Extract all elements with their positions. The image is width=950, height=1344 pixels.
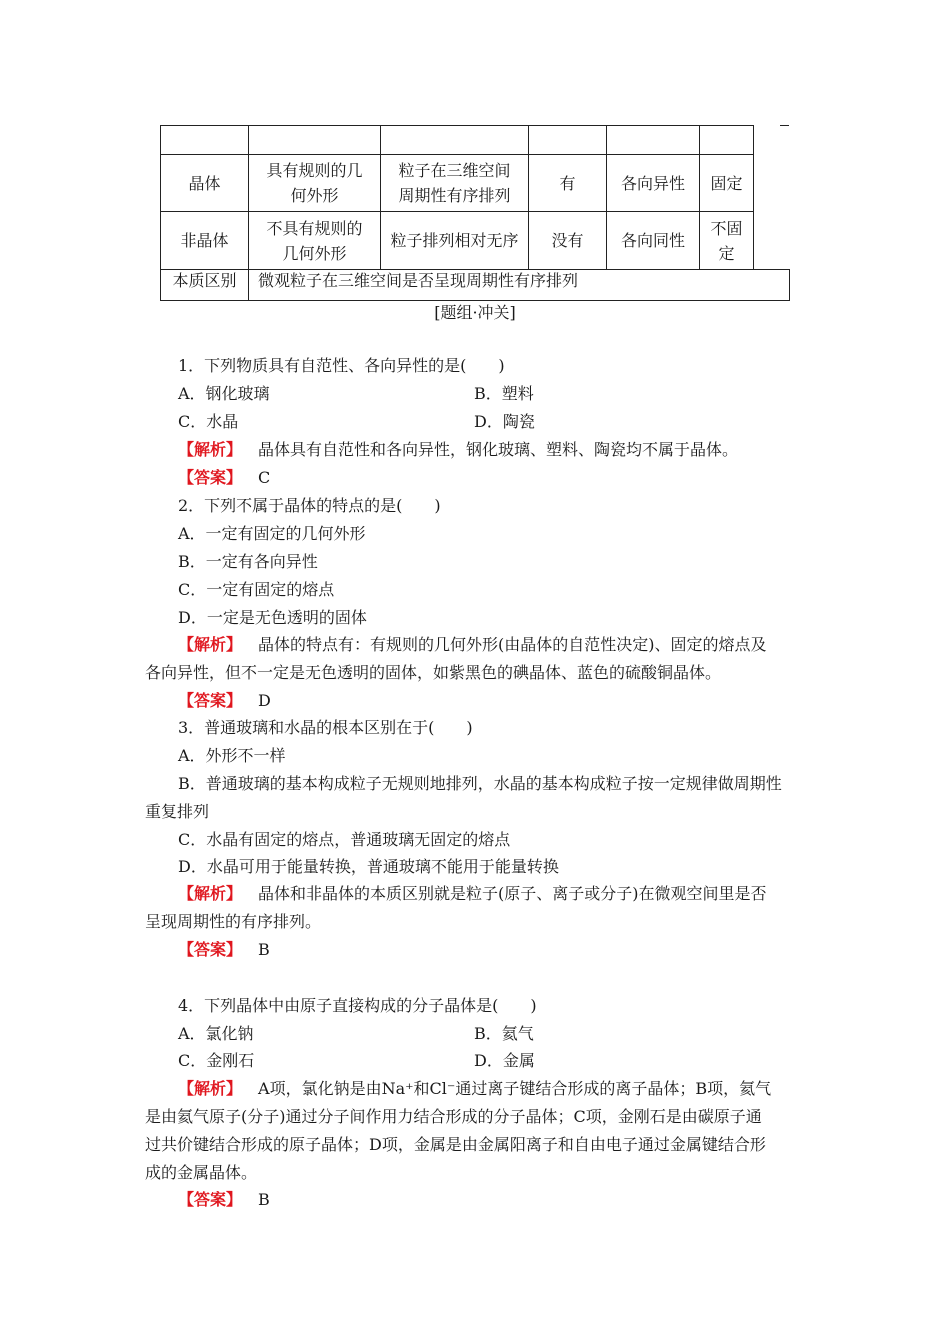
option: D．金属 xyxy=(474,1051,535,1070)
option: D．一定是无色透明的固体 xyxy=(178,608,367,627)
question-stem: 3．普通玻璃和水晶的根本区别在于( ) xyxy=(178,718,473,737)
table-cell xyxy=(607,126,700,155)
table-cell: 晶体 xyxy=(161,155,249,212)
option: B．氦气 xyxy=(474,1024,534,1043)
answer-text: D xyxy=(258,691,271,710)
answer-tag: 【答案】 xyxy=(178,1190,243,1209)
option: C．金刚石 xyxy=(178,1051,255,1070)
option: A．钢化玻璃 xyxy=(178,384,270,403)
answer-line xyxy=(178,936,270,964)
question-stem: 2．下列不属于晶体的特点的是( ) xyxy=(178,496,441,515)
analysis-text: 晶体具有自范性和各向异性，钢化玻璃、塑料、陶瓷均不属于晶体。 xyxy=(258,440,739,459)
option: A．氯化钠 xyxy=(178,1024,254,1043)
option: C．水晶有固定的熔点，普通玻璃无固定的熔点 xyxy=(178,830,511,849)
table-cell xyxy=(700,126,754,155)
question-stem: 4．下列晶体中由原子直接构成的分子晶体是( ) xyxy=(178,996,537,1015)
essence-label: 本质区别 xyxy=(161,270,249,300)
option: D．水晶可用于能量转换，普通玻璃不能用于能量转换 xyxy=(178,857,559,876)
table-cell: 固定 xyxy=(700,155,754,212)
option: 重复排列 xyxy=(145,802,210,821)
option: B．一定有各向异性 xyxy=(178,552,318,571)
table-cell xyxy=(381,126,529,155)
answer-line xyxy=(178,1186,270,1214)
essence-row xyxy=(160,269,790,301)
analysis-text: 晶体的特点有：有规则的几何外形(由晶体的自范性决定)、固定的熔点及 xyxy=(258,635,767,654)
analysis-tag: 【解析】 xyxy=(178,440,243,459)
answer-line xyxy=(178,687,271,715)
table-cell: 具有规则的几何外形 xyxy=(249,155,381,212)
table-cell: 各向同性 xyxy=(607,212,700,270)
table-cell xyxy=(249,126,381,155)
table-row xyxy=(161,126,754,155)
analysis-line xyxy=(178,1075,771,1103)
table-cell: 粒子在三维空间周期性有序排列 xyxy=(381,155,529,212)
analysis-line xyxy=(178,436,738,464)
table-rule xyxy=(780,125,789,126)
analysis-text: 成的金属晶体。 xyxy=(145,1163,258,1182)
table-cell: 非晶体 xyxy=(161,212,249,270)
table-cell: 粒子排列相对无序 xyxy=(381,212,529,270)
answer-text: B xyxy=(258,1190,270,1209)
option: A．外形不一样 xyxy=(178,746,286,765)
analysis-line xyxy=(178,880,767,908)
analysis-tag: 【解析】 xyxy=(178,884,243,903)
option: B．普通玻璃的基本构成粒子无规则地排列，水晶的基本构成粒子按一定规律做周期性 xyxy=(178,774,782,793)
analysis-line xyxy=(178,631,767,659)
analysis-tag: 【解析】 xyxy=(178,635,243,654)
analysis-text: A项，氯化钠是由Na⁺和Cl⁻通过离子键结合形成的离子晶体；B项，氦气 xyxy=(258,1079,772,1098)
option: D．陶瓷 xyxy=(474,412,535,431)
answer-line xyxy=(178,464,270,492)
analysis-text: 过共价键结合形成的原子晶体；D项，金属是由金属阳离子和自由电子通过金属键结合形 xyxy=(145,1135,766,1154)
group-title: [题组·冲关] xyxy=(434,303,516,322)
analysis-text: 呈现周期性的有序排列。 xyxy=(145,912,322,931)
table-cell: 不固定 xyxy=(700,212,754,270)
answer-text: C xyxy=(258,468,271,487)
answer-text: B xyxy=(258,940,270,959)
question-stem: 1．下列物质具有自范性、各向异性的是( ) xyxy=(178,356,505,375)
table-cell: 没有 xyxy=(529,212,607,270)
option: A．一定有固定的几何外形 xyxy=(178,524,366,543)
answer-tag: 【答案】 xyxy=(178,468,243,487)
table-cell: 有 xyxy=(529,155,607,212)
analysis-text: 各向异性，但不一定是无色透明的固体，如紫黑色的碘晶体、蓝色的硫酸铜晶体。 xyxy=(145,663,722,682)
analysis-tag: 【解析】 xyxy=(178,1079,243,1098)
option: C．一定有固定的熔点 xyxy=(178,580,335,599)
comparison-table xyxy=(160,125,754,270)
table-cell xyxy=(161,126,249,155)
option: B．塑料 xyxy=(474,384,534,403)
essence-text: 微观粒子在三维空间是否呈现周期性有序排列 xyxy=(258,271,579,290)
table-row xyxy=(161,212,754,270)
analysis-text: 是由氦气原子(分子)通过分子间作用力结合形成的分子晶体；C项，金刚石是由碳原子通 xyxy=(145,1107,762,1126)
analysis-text: 晶体和非晶体的本质区别就是粒子(原子、离子或分子)在微观空间里是否 xyxy=(258,884,767,903)
option: C．水晶 xyxy=(178,412,239,431)
answer-tag: 【答案】 xyxy=(178,940,243,959)
table-row xyxy=(161,155,754,212)
table-cell xyxy=(529,126,607,155)
answer-tag: 【答案】 xyxy=(178,691,243,710)
table-cell: 不具有规则的几何外形 xyxy=(249,212,381,270)
table-cell: 各向异性 xyxy=(607,155,700,212)
